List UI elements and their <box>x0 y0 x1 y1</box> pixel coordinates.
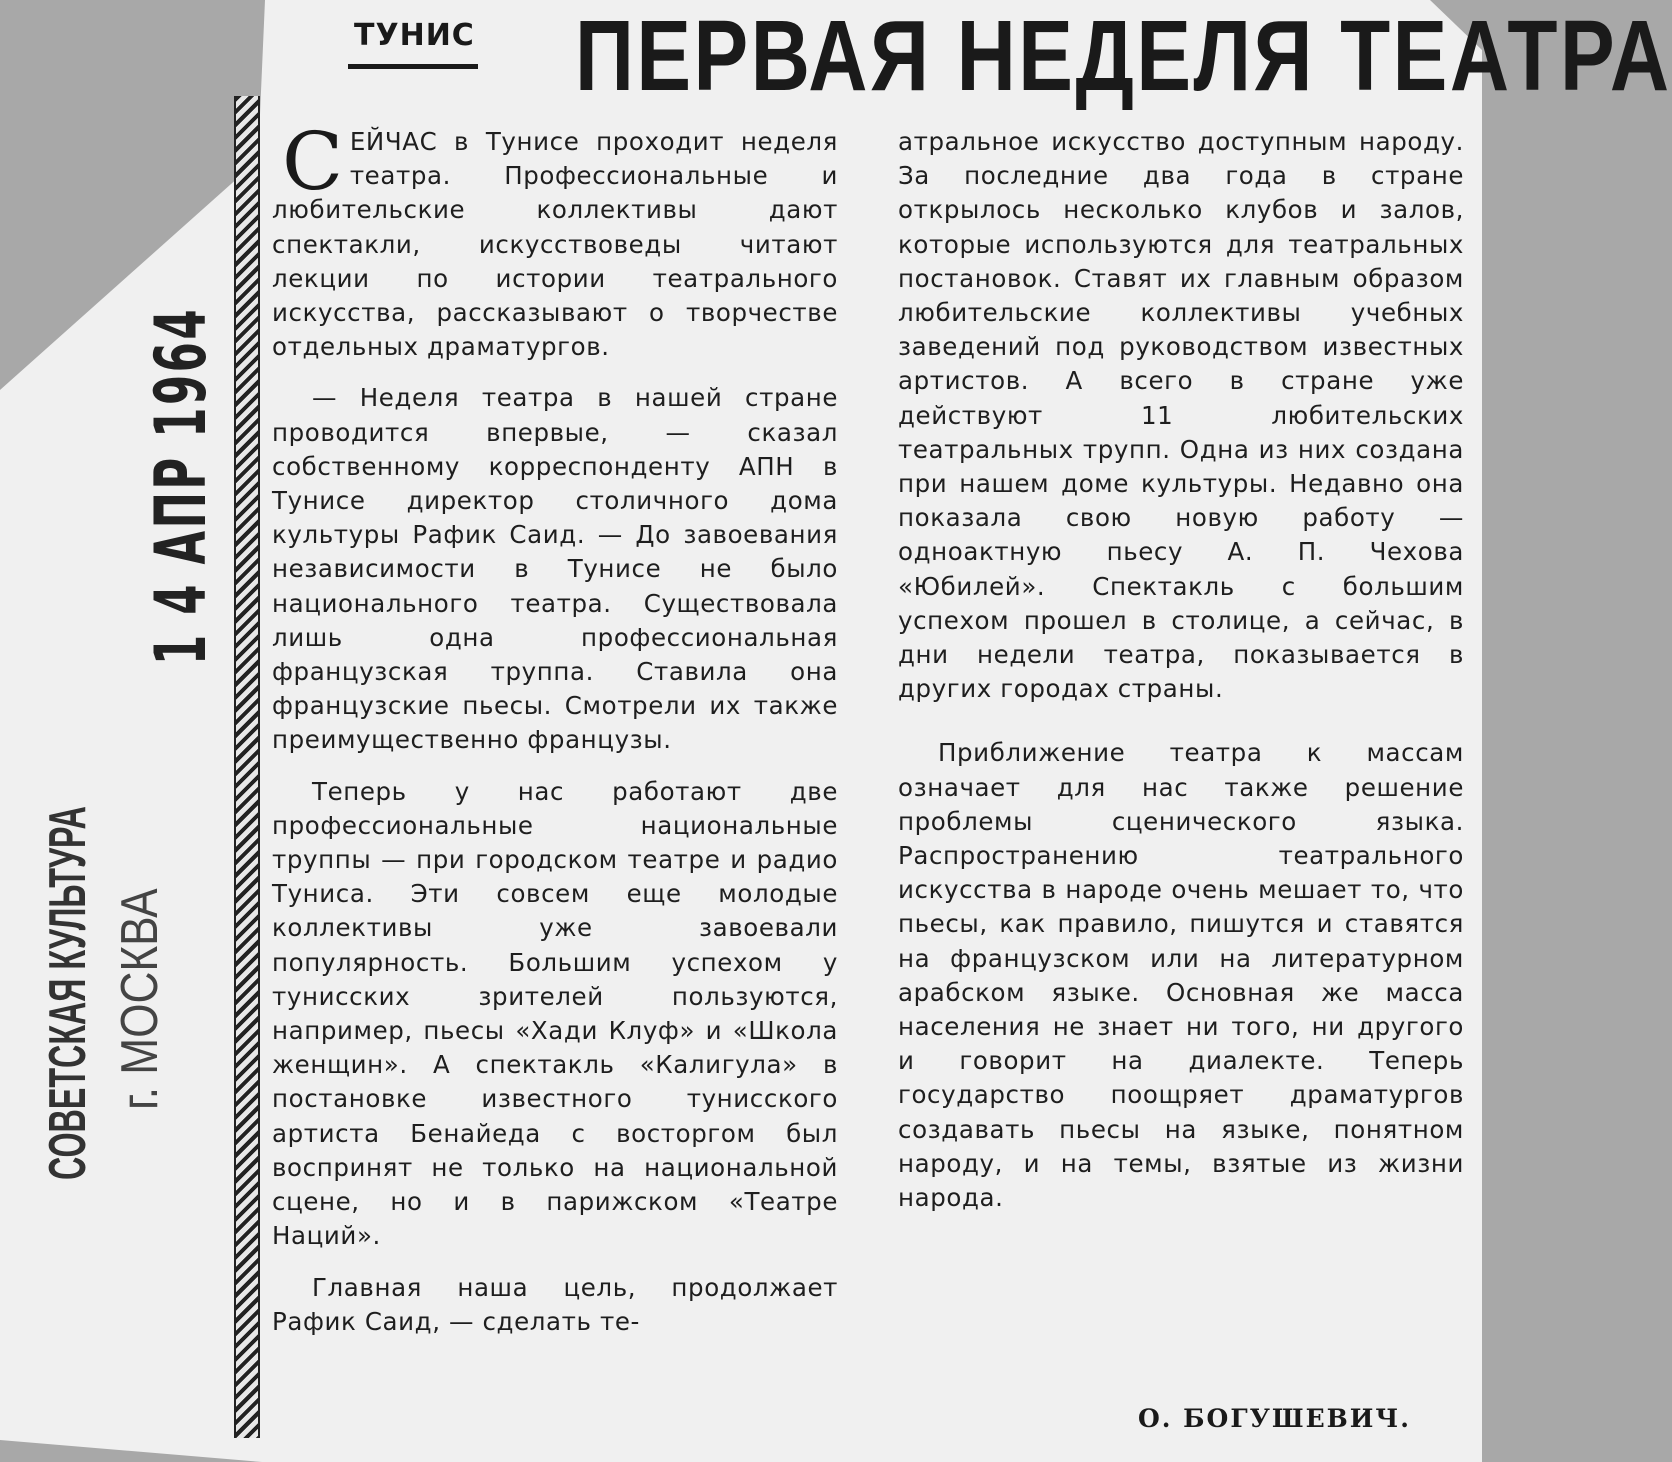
paragraph: Главная наша цель, продолжает Рафик Саид, — сделать те- <box>272 1272 838 1336</box>
paragraph-text: ЕЙЧАС в Тунисе проходит неделя театра. Профессиональные и любительские коллективы дают спектакли, искусствоведы читают лекции по истории театрального искусства, рассказывают о творчестве отдельных драматургов. <box>272 127 838 362</box>
article-headline: ПЕРВАЯ НЕДЕЛЯ ТЕАТРА <box>575 0 1672 112</box>
stamp-city: г. МОСКВА <box>111 888 169 1110</box>
drop-cap: С <box>282 115 344 208</box>
decorative-border <box>234 96 260 1438</box>
author-signature: О. БОГУШЕВИЧ. <box>1138 1404 1411 1433</box>
article-column-left <box>272 115 838 1339</box>
article-column-right <box>898 125 1464 1215</box>
stamp-date: 1 4 АПР 1964 <box>140 306 222 665</box>
archive-stamp <box>0 0 240 1462</box>
paragraph: Приближение театра к массам означает для нас также решение проблемы сценического языка. Распространению театрального искусства в народе очень мешает то, что пьесы, как правило, пишутся и ставятся на французском или на литературном арабском языке. Основная же масса населения не знает ни того, ни другого и говорит на диалекте. Теперь государство поощряет драматургов создавать пьесы на языке, понятном народу, и на темы, взятые из жизни народа. <box>898 738 1464 1213</box>
rubric-underline <box>348 64 478 69</box>
paragraph: Теперь у нас работают две профессиональные национальные труппы — при городском театре и радио Туниса. Эти совсем еще молодые коллективы уже завоевали популярность. Большим успехом у тунисских зрителей пользуются, например, пьесы «Хади Клуф» и «Школа женщин». А спектакль «Калигула» в постановке известного тунисского артиста Бенайеда с восторгом был воспринят не только на национальной сцене, но и в парижском «Театре Наций». <box>272 776 838 1251</box>
paragraph: атральное искусство доступным народу. За последние два года в стране открылось несколько клубов и залов, которые используются для театральных постановок. Ставят их главным образом любительские коллективы учебных заведений под руководством известных артистов. А всего в стране уже действуют 11 любительских театральных трупп. Одна из них создана при нашем доме культуры. Недавно она показала свою новую работу — одноактную пьесу А. П. Чехова «Юбилей». Спектакль с большим успехом прошел в столице, а сейчас, в дни недели театра, показывается в других городах страны. <box>898 127 1464 704</box>
article-rubric: ТУНИС <box>354 18 475 53</box>
stamp-newspaper-name: СОВЕТСКАЯ КУЛЬТУРА <box>39 806 97 1180</box>
paragraph <box>272 115 838 364</box>
paragraph: — Неделя театра в нашей стране проводится впервые, — сказал собственному корреспонденту АПН в Тунисе директор столичного дома культуры Рафик Саид. — До завоевания независимости в Тунисе не было национального театра. Существовала лишь одна профессиональная французская труппа. Ставила она французские пьесы. Смотрели их также преимущественно французы. <box>272 383 838 755</box>
